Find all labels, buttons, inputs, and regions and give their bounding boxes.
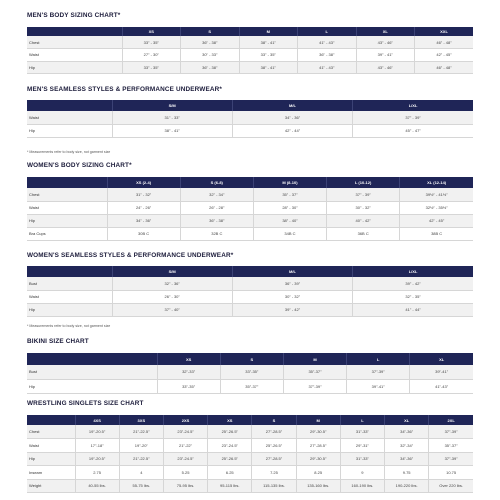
table-cell: 31"-33": [340, 452, 384, 466]
table-row: [27, 290, 473, 303]
column-header: L: [340, 415, 384, 425]
table-cell: 26" - 28": [180, 201, 253, 214]
table-cell: 9: [340, 466, 384, 480]
column-header: S/M: [112, 266, 232, 277]
column-header: M (8-10): [253, 177, 326, 188]
mens-grid: [27, 27, 473, 74]
header-row: [27, 353, 473, 365]
table-cell: 31" - 33": [112, 111, 232, 124]
table-cell: 19"-20.5": [75, 425, 119, 439]
womens-seamless-grid: [27, 266, 473, 317]
column-header: L/XL: [353, 266, 473, 277]
womens-seamless-note: * Measurements refer to body size, not garment size: [27, 324, 111, 328]
table-cell: 34"-36": [385, 425, 429, 439]
column-header: XS: [122, 27, 181, 36]
table-cell: 35" - 37": [253, 188, 326, 201]
table-cell: 115-135 lbs.: [252, 479, 296, 493]
table-row: [27, 452, 473, 466]
table-cell: 7.25: [252, 466, 296, 480]
table-cell: 26" - 30": [112, 290, 232, 303]
table-cell: 39½" - 41½": [400, 188, 473, 201]
table-cell: 37"-39": [429, 452, 473, 466]
table-cell: 17"-18": [75, 439, 119, 453]
table-cell: 41" - 43": [298, 36, 357, 49]
table-row: [27, 111, 473, 124]
table-cell: 8.25: [296, 466, 340, 480]
table-cell: 19"-20": [119, 439, 163, 453]
table-cell: 30B C: [107, 227, 180, 240]
womens-table: [27, 177, 473, 241]
column-header: XXL: [415, 27, 474, 36]
table-cell: 37" - 40": [112, 303, 232, 316]
table-cell: 21"-22.5": [119, 425, 163, 439]
table-cell: 21"-22": [163, 439, 207, 453]
row-label: Waist: [27, 49, 122, 62]
table-cell: 4: [119, 466, 163, 480]
table-cell: 36" - 38": [180, 214, 253, 227]
bikini-title: BIKINI SIZE CHART: [27, 338, 89, 345]
column-header: L: [298, 27, 357, 36]
table-cell: 37"-39": [347, 365, 410, 379]
row-label: Hip: [27, 124, 112, 137]
column-header: [27, 27, 122, 36]
table-cell: 35"-37": [220, 379, 283, 393]
table-cell: 23"-24.5": [208, 439, 252, 453]
table-row: [27, 214, 473, 227]
table-cell: 39"-41": [347, 379, 410, 393]
table-cell: 39" - 42": [232, 303, 352, 316]
singlets-title: WRESTLING SINGLETS SIZE CHART: [27, 400, 144, 407]
row-label: Inseam: [27, 466, 75, 480]
table-cell: 32" - 34": [180, 188, 253, 201]
column-header: XS (2-4): [107, 177, 180, 188]
row-label: Waist: [27, 290, 112, 303]
column-header: XL: [385, 415, 429, 425]
table-cell: 29"-30.5": [296, 425, 340, 439]
table-cell: 27"-28.5": [296, 439, 340, 453]
table-cell: 39"-41": [410, 365, 473, 379]
row-label: Weight: [27, 479, 75, 493]
header-row: [27, 100, 473, 111]
table-cell: 34" - 36": [232, 111, 352, 124]
table-cell: 33"-35": [220, 365, 283, 379]
table-cell: 6.25: [208, 466, 252, 480]
row-label: Hip: [27, 61, 122, 74]
table-cell: 32"-33": [157, 365, 220, 379]
mens-table: [27, 27, 473, 74]
table-cell: 36" - 38": [181, 61, 240, 74]
column-header: XL: [356, 27, 415, 36]
womens-grid: [27, 177, 473, 241]
table-cell: 33" - 35": [122, 36, 181, 49]
row-label: Hip: [27, 303, 112, 316]
row-label: Bust: [27, 277, 112, 290]
mens-seamless-table: [27, 100, 473, 138]
table-cell: 40-55 lbs.: [75, 479, 119, 493]
column-header: [27, 177, 107, 188]
table-cell: 32½" - 35½": [400, 201, 473, 214]
column-header: 3XS: [119, 415, 163, 425]
row-label: Hip: [27, 452, 75, 466]
table-cell: 30" - 32": [327, 201, 400, 214]
table-cell: 42" - 45": [400, 214, 473, 227]
table-cell: 25"-26.5": [208, 452, 252, 466]
column-header: XL: [410, 353, 473, 365]
table-cell: 23"-24.5": [163, 452, 207, 466]
column-header: M: [296, 415, 340, 425]
table-cell: 27" - 30": [122, 49, 181, 62]
row-label: Waist: [27, 111, 112, 124]
table-cell: 45" - 47": [353, 124, 473, 137]
table-cell: 75-95 lbs.: [163, 479, 207, 493]
table-cell: 43" - 46": [356, 61, 415, 74]
table-cell: 95-115 lbs.: [208, 479, 252, 493]
column-header: S: [181, 27, 240, 36]
bikini-grid: [27, 353, 473, 394]
table-row: [27, 365, 473, 379]
table-cell: 42" - 44": [232, 124, 352, 137]
table-cell: 2.75: [75, 466, 119, 480]
table-cell: 25"-26.5": [208, 425, 252, 439]
row-label: Waist: [27, 201, 107, 214]
column-header: L/XL: [353, 100, 473, 111]
row-label: Bust: [27, 365, 157, 379]
table-cell: 30" - 33": [181, 49, 240, 62]
table-cell: 135-160 lbs.: [296, 479, 340, 493]
table-cell: 27"-28.5": [252, 425, 296, 439]
column-header: XS: [208, 415, 252, 425]
table-row: [27, 466, 473, 480]
column-header: L: [347, 353, 410, 365]
singlets-grid: [27, 415, 473, 493]
table-cell: 38B C: [400, 227, 473, 240]
table-cell: 37"-39": [429, 425, 473, 439]
row-label: Waist: [27, 439, 75, 453]
table-cell: 160-190 lbs.: [340, 479, 384, 493]
column-header: [27, 415, 75, 425]
column-header: M/L: [232, 266, 352, 277]
column-header: [27, 353, 157, 365]
table-cell: 37" - 39": [353, 111, 473, 124]
table-cell: 23"-24.5": [163, 425, 207, 439]
table-cell: 55-75 lbs.: [119, 479, 163, 493]
table-cell: 42" - 45": [415, 49, 474, 62]
table-cell: 31"-33": [340, 425, 384, 439]
table-cell: 41" - 44": [353, 303, 473, 316]
table-row: [27, 439, 473, 453]
table-cell: 31" - 32": [107, 188, 180, 201]
header-row: [27, 27, 473, 36]
table-cell: 33"-35": [157, 379, 220, 393]
singlets-table: [27, 415, 473, 493]
table-cell: 32B C: [180, 227, 253, 240]
table-row: [27, 201, 473, 214]
mens-seamless-title: MEN'S SEAMLESS STYLES & PERFORMANCE UNDERWEAR*: [27, 86, 223, 93]
column-header: 2XS: [163, 415, 207, 425]
womens-seamless-table: [27, 266, 473, 317]
table-cell: 38" - 41": [112, 124, 232, 137]
table-cell: 37"-39": [283, 379, 346, 393]
column-header: XL (12-14): [400, 177, 473, 188]
table-cell: 38" - 41": [239, 61, 298, 74]
table-cell: 190-220 lbs.: [385, 479, 429, 493]
column-header: M: [283, 353, 346, 365]
table-cell: 9.75: [385, 466, 429, 480]
table-row: [27, 277, 473, 290]
column-header: S/M: [112, 100, 232, 111]
mens-seamless-grid: [27, 100, 473, 138]
row-label: Hip: [27, 379, 157, 393]
row-label: Chest: [27, 188, 107, 201]
table-cell: 34" - 36": [107, 214, 180, 227]
table-cell: 24" - 26": [107, 201, 180, 214]
table-cell: 35"-37": [429, 439, 473, 453]
table-row: [27, 124, 473, 137]
row-label: Hip: [27, 214, 107, 227]
column-header: M: [239, 27, 298, 36]
table-cell: 34"-36": [385, 452, 429, 466]
table-cell: 35"-37": [283, 365, 346, 379]
womens-title: WOMEN'S BODY SIZING CHART*: [27, 162, 132, 169]
header-row: [27, 415, 473, 425]
table-cell: 27"-28.5": [252, 452, 296, 466]
table-cell: 21"-22.5": [119, 452, 163, 466]
table-cell: 38" - 40": [253, 214, 326, 227]
table-cell: 36" - 38": [181, 36, 240, 49]
table-cell: 29"-31": [340, 439, 384, 453]
mens-title: MEN'S BODY SIZING CHART*: [27, 12, 121, 19]
row-label: Chest: [27, 36, 122, 49]
table-row: [27, 379, 473, 393]
table-row: [27, 479, 473, 493]
table-cell: 19"-20.5": [75, 452, 119, 466]
table-row: [27, 49, 473, 62]
table-row: [27, 303, 473, 316]
table-cell: 33" - 35": [239, 49, 298, 62]
table-row: [27, 61, 473, 74]
table-cell: 39" - 41": [356, 49, 415, 62]
table-cell: 43" - 46": [356, 36, 415, 49]
table-cell: 29"-30.5": [296, 452, 340, 466]
table-cell: 41"-43": [410, 379, 473, 393]
table-cell: 32" - 36": [112, 277, 232, 290]
table-cell: 41" - 43": [298, 61, 357, 74]
mens-seamless-note: * Measurements refer to body size, not garment size: [27, 150, 111, 154]
row-label: Bra Cups: [27, 227, 107, 240]
table-row: [27, 425, 473, 439]
table-cell: 40" - 42": [327, 214, 400, 227]
table-cell: 36" - 38": [298, 49, 357, 62]
table-cell: 10.75: [429, 466, 473, 480]
table-row: [27, 188, 473, 201]
table-cell: 5.25: [163, 466, 207, 480]
table-cell: 46" - 48": [415, 36, 474, 49]
table-cell: 38" - 41": [239, 36, 298, 49]
column-header: L (10-12): [327, 177, 400, 188]
table-cell: 36" - 39": [232, 277, 352, 290]
table-cell: 46" - 48": [415, 61, 474, 74]
womens-seamless-title: WOMEN'S SEAMLESS STYLES & PERFORMANCE UNDERWEAR*: [27, 252, 234, 259]
header-row: [27, 177, 473, 188]
table-row: [27, 36, 473, 49]
table-cell: 33" - 35": [122, 61, 181, 74]
header-row: [27, 266, 473, 277]
table-cell: 32"-34": [385, 439, 429, 453]
column-header: [27, 266, 112, 277]
column-header: S: [252, 415, 296, 425]
column-header: S: [220, 353, 283, 365]
column-header: S (6-8): [180, 177, 253, 188]
table-cell: 30" - 32": [232, 290, 352, 303]
bikini-table: [27, 353, 473, 394]
column-header: 4XS: [75, 415, 119, 425]
column-header: [27, 100, 112, 111]
table-row: [27, 227, 473, 240]
table-cell: 39" - 42": [353, 277, 473, 290]
table-cell: 34B C: [253, 227, 326, 240]
table-cell: 25"-26.5": [252, 439, 296, 453]
column-header: 2XL: [429, 415, 473, 425]
column-header: XS: [157, 353, 220, 365]
table-cell: 28" - 30": [253, 201, 326, 214]
table-cell: 32" - 35": [353, 290, 473, 303]
table-cell: 36B C: [327, 227, 400, 240]
row-label: Chest: [27, 425, 75, 439]
table-cell: 37" - 39": [327, 188, 400, 201]
column-header: M/L: [232, 100, 352, 111]
table-cell: Over 220 lbs.: [429, 479, 473, 493]
